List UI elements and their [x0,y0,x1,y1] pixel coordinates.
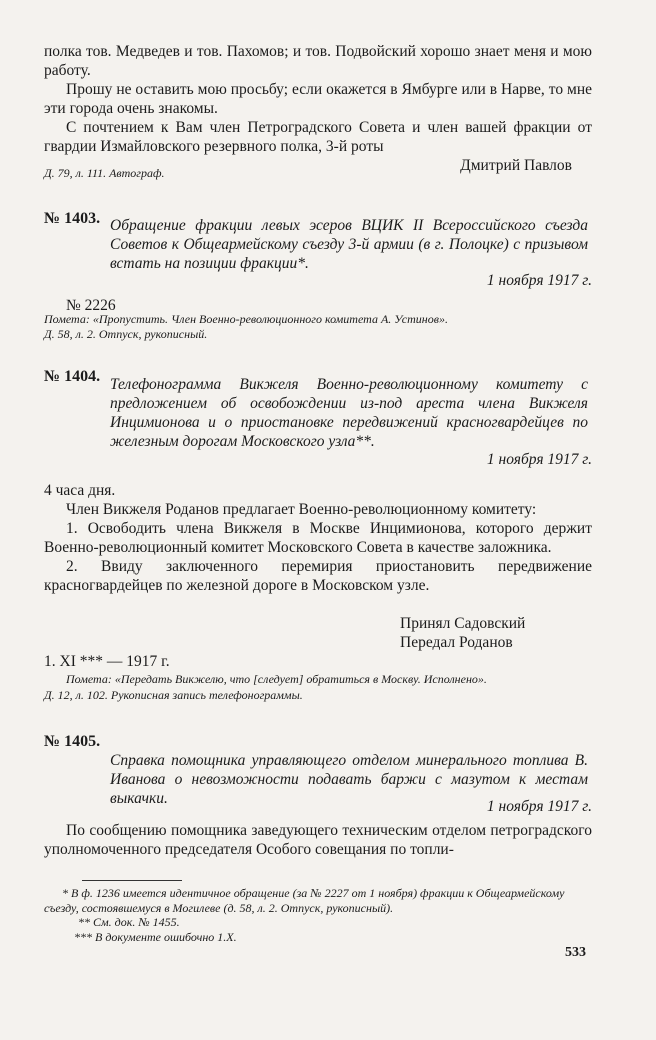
doc-1405-paragraph-1: По сообщению помощника заведующего техническим отделом петроградского уполномоченного председателя Особого совещания по топли- [44,822,592,858]
continued-letter [44,42,592,175]
doc-1405-date: 1 ноября 1917 г. [486,798,592,815]
doc-1405-title: Справка помощника управляющего отделом минерального топлива В. Иванова о невозможности подавать баржи с мазутом к местам выкачки. [110,752,588,807]
doc-1404-note: Помета: «Передать Викжелю, что [следует] обратиться в Москву. Исполнено». [66,672,487,686]
doc-1403-date: 1 ноября 1917 г. [486,272,592,289]
doc-1404-number: № 1404. [44,368,101,385]
doc-1403-source: Д. 58, л. 2. Отпуск, рукописный. [44,327,208,341]
doc-1404-date-line: 1. XI *** — 1917 г. [44,653,170,670]
footnote-1: * В ф. 1236 имеется идентичное обращение (за № 2227 от 1 ноября) фракции к Общеармейскому съезду, состоявшемуся в Могилеве (д. 58, л. 2. Отпуск, рукописный). [44,886,565,915]
footnote-divider [82,880,182,881]
doc-1404-title: Телефонограмма Викжеля Военно-революционному комитету с предложением об освобождении из-под ареста члена Викжеля Инцимионова и о приостановке передвижений красногвардейцев по железным дорогам Московского узла**. [110,376,588,450]
doc-1403-title: Обращение фракции левых эсеров ВЦИК II Всероссийского съезда Советов к Общеармейскому съезду 3-й армии (в г. Полоцке) с призывом встать на позиции фракции*. [110,217,588,272]
doc-1404-paragraph-3: 2. Ввиду заключенного перемирия приостановить передвижение красногвардейцев по железной дороге в Московском узле. [44,558,592,594]
doc-1403-outnum: № 2226 [66,297,116,314]
letter-paragraph-2: Прошу не оставить мою просьбу; если окажется в Ямбурге или в Нарве, то мне эти города очень знакомы. [44,81,592,117]
doc-1403-number: № 1403. [44,210,101,227]
doc-1404-paragraph-1: Член Викжеля Роданов предлагает Военно-революционному комитету: [66,501,537,518]
doc-1404-date: 1 ноября 1917 г. [486,451,592,468]
letter-paragraph-1: полка тов. Медведев и тов. Пахомов; и тов. Подвойский хорошо знает меня и мою работу. [44,43,592,79]
doc-1404-source: Д. 12, л. 102. Рукописная запись телефонограммы. [44,688,303,702]
doc-1405-number: № 1405. [44,733,101,750]
letter-paragraph-3: С почтением к Вам член Петроградского Совета и член вашей фракции от гвардии Измайловского резервного полка, 3-й роты [44,119,592,155]
footnote-2: ** См. док. № 1455. [78,915,180,929]
letter-signature: Дмитрий Павлов [460,157,572,174]
footnotes [44,886,592,944]
doc-1404-transmitted: Передал Роданов [400,634,513,651]
footnote-3: *** В документе ошибочно 1.X. [74,929,237,944]
doc-1403-note: Помета: «Пропустить. Член Военно-революционного комитета А. Устинов». [44,312,448,326]
doc-1404-received: Принял Садовский [400,615,526,632]
doc-1404-body [44,500,592,595]
letter-source: Д. 79, л. 111. Автограф. [44,166,165,180]
doc-1404-time: 4 часа дня. [44,482,116,499]
page-number: 533 [565,945,586,960]
doc-1404-paragraph-2: 1. Освободить члена Викжеля в Москве Инцимионова, которого держит Военно-революционный комитет Московского Совета в качестве заложника. [44,520,592,556]
